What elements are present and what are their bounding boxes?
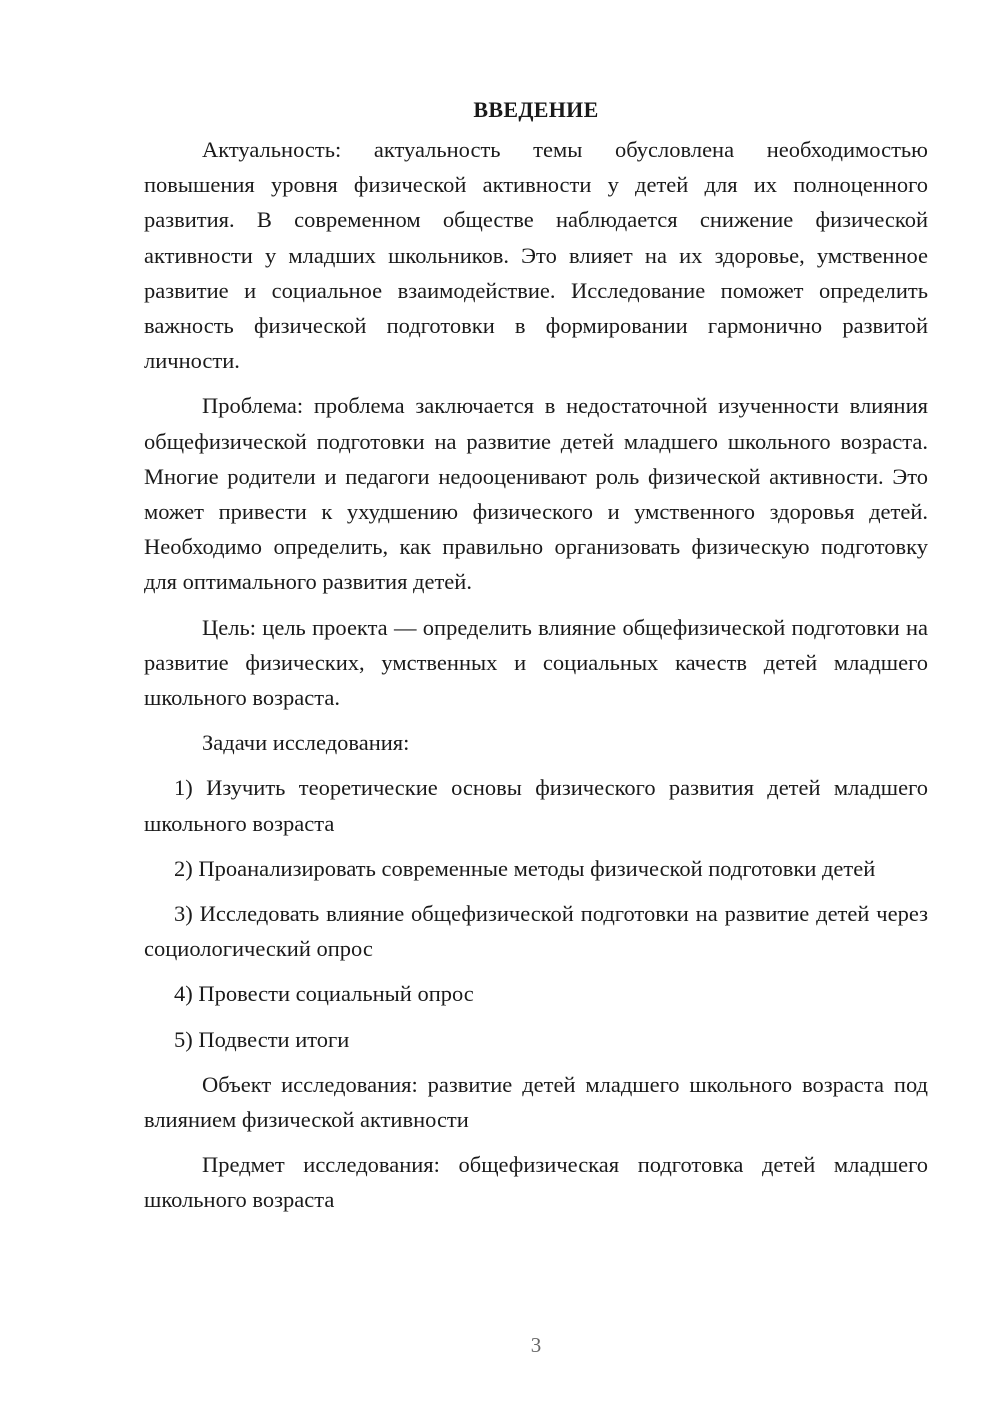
paragraph-problem: Проблема: проблема заключается в недостаточной изученности влияния общефизической подготовки на развитие детей младшего школьного возраста. Многие родители и педагоги недооценивают роль физической активности. Это может привести к ухудшению физического и умственного здоровья детей. Необходимо определить, как правильно организовать физическую подготовку для оптимального развития детей. [144,393,928,595]
document-title: ВВЕДЕНИЕ [473,97,599,122]
tasks-heading: Задачи исследования: [202,730,410,756]
task-item-2: 2) Проанализировать современные методы физической подготовки детей [174,855,876,881]
paragraph-object: Объект исследования: развитие детей младшего школьного возраста под влиянием физической активности [144,1071,928,1133]
task-item-1: 1) Изучить теоретические основы физического развития детей младшего школьного возраста [144,775,928,836]
task-item-4: 4) Провести социальный опрос [174,981,474,1007]
paragraph-subject: Предмет исследования: общефизическая подготовка детей младшего школьного возраста [144,1152,928,1213]
document-page [144,92,928,1228]
paragraph-goal: Цель: цель проекта — определить влияние общефизической подготовки на развитие физических, умственных и социальных качеств детей младшего школьного возраста. [144,614,928,711]
paragraph-relevance: Актуальность: актуальность темы обусловлена необходимостью повышения уровня физической активности у детей для их полноценного развития. В современном обществе наблюдается снижение физической активности у младших школьников. Это влияет на их здоровье, умственное развитие и социальное взаимодействие. Исследование поможет определить важность физической подготовки в формировании гармонично развитой личности. [144,137,928,374]
page-number: 3 [530,1333,542,1357]
task-item-5: 5) Подвести итоги [174,1026,350,1052]
task-item-3: 3) Исследовать влияние общефизической подготовки на развитие детей через социологический опрос [144,901,928,962]
